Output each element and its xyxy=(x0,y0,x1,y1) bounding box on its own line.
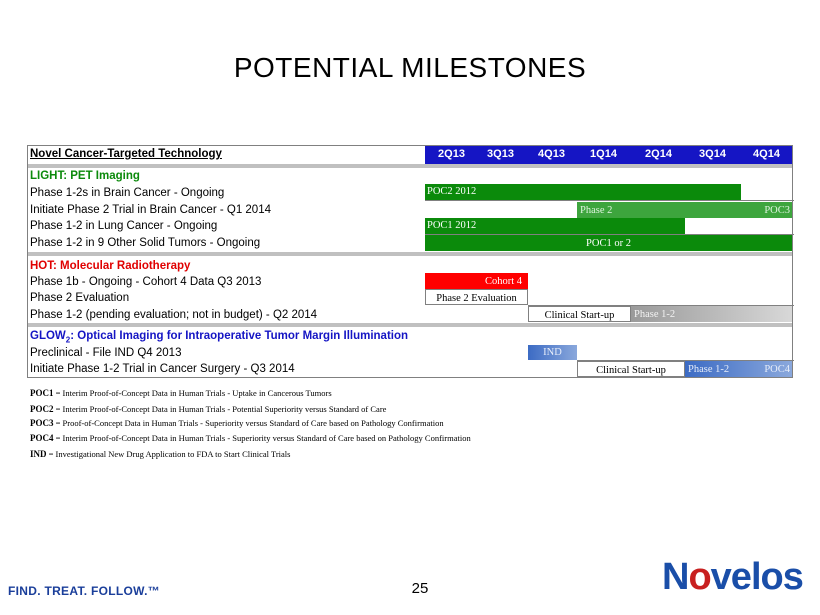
bar-poc1-or-2: POC1 or 2 xyxy=(425,235,792,251)
section-divider xyxy=(28,252,792,256)
table-header xyxy=(28,146,792,164)
row-label: Initiate Phase 2 Trial in Brain Cancer - Q1 2014 xyxy=(30,204,271,216)
quarter-header xyxy=(425,146,792,164)
bar-phase12-b-label: Phase 1-2 xyxy=(688,364,730,375)
bar-phase12-poc4 xyxy=(685,361,792,377)
header-label: Novel Cancer-Targeted Technology xyxy=(30,148,222,160)
row-label: Phase 1-2 (pending evaluation; not in budget) - Q2 2014 xyxy=(30,309,318,321)
legend-item xyxy=(30,418,444,428)
section-divider xyxy=(28,164,792,168)
logo-rest: velos xyxy=(710,556,803,598)
bar-phase12: Phase 1-2 xyxy=(631,306,792,322)
bar-phase2-evaluation: Phase 2 Evaluation xyxy=(425,289,528,305)
legend-text: = Investigational New Drug Application to FDA to Start Clinical Trials xyxy=(46,449,291,459)
legend-item xyxy=(30,388,332,398)
glow-title-rest: : Optical Imaging for Intraoperative Tumor Margin Illumination xyxy=(70,330,409,342)
legend-item xyxy=(30,404,386,414)
section-title-light: LIGHT: PET Imaging xyxy=(30,170,140,182)
legend-term: POC4 xyxy=(30,433,54,443)
bar-phase2 xyxy=(577,202,792,218)
section-title-hot: HOT: Molecular Radiotherapy xyxy=(30,260,191,272)
bar-phase2-label: Phase 2 xyxy=(580,205,613,216)
legend-text: = Proof-of-Concept Data in Human Trials - Superiority versus Standard of Care based on Pathology Confirmation xyxy=(53,418,444,428)
glow-title-sub: 2 xyxy=(65,335,71,345)
row-label: Phase 1-2 in 9 Other Solid Tumors - Ongoing xyxy=(30,237,261,249)
page-number: 25 xyxy=(411,580,429,597)
page-title: POTENTIAL MILESTONES xyxy=(233,52,587,83)
legend-item xyxy=(30,449,290,459)
bar-poc1-2012: POC1 2012 xyxy=(425,218,685,234)
legend-term: POC3 xyxy=(30,418,54,428)
company-logo xyxy=(662,556,803,599)
legend-term: IND xyxy=(30,449,47,459)
bar-cohort-4: Cohort 4 xyxy=(425,273,528,289)
row-label: Initiate Phase 1-2 Trial in Cancer Surgery - Q3 2014 xyxy=(30,363,295,375)
legend-term: POC1 xyxy=(30,388,54,398)
logo-o: o xyxy=(688,556,711,598)
legend-term: POC2 xyxy=(30,404,54,414)
row-label: Phase 1-2s in Brain Cancer - Ongoing xyxy=(30,187,225,199)
bar-poc3-label: POC3 xyxy=(764,205,790,216)
section-title-glow xyxy=(30,330,408,344)
legend-text: = Interim Proof-of-Concept Data in Human Trials - Potential Superiority versus Standard of Care xyxy=(53,404,387,414)
legend-text: = Interim Proof-of-Concept Data in Human Trials - Uptake in Cancerous Tumors xyxy=(53,388,332,398)
row-line xyxy=(425,200,794,201)
quarter-label: 3Q14 xyxy=(699,148,726,160)
bar-ind: IND xyxy=(528,345,577,360)
tagline: FIND. TREAT. FOLLOW.™ xyxy=(8,584,161,598)
row-label: Preclinical - File IND Q4 2013 xyxy=(30,347,182,359)
quarter-label: 2Q14 xyxy=(645,148,672,160)
bar-clinical-startup-2: Clinical Start-up xyxy=(577,361,685,377)
legend-item xyxy=(30,433,471,443)
logo-n: N xyxy=(662,556,689,598)
quarter-label: 4Q13 xyxy=(538,148,565,160)
glow-title-main: GLOW xyxy=(30,330,66,342)
bar-poc2-2012: POC2 2012 xyxy=(425,184,741,200)
legend-text: = Interim Proof-of-Concept Data in Human Trials - Superiority versus Standard of Care based on Pathology Confirmation xyxy=(53,433,471,443)
quarter-label: 4Q14 xyxy=(753,148,780,160)
bar-poc4-label: POC4 xyxy=(764,364,790,375)
quarter-label: 3Q13 xyxy=(487,148,514,160)
quarter-label: 2Q13 xyxy=(438,148,465,160)
bar-clinical-startup: Clinical Start-up xyxy=(528,306,631,322)
row-label: Phase 2 Evaluation xyxy=(30,292,130,304)
quarter-label: 1Q14 xyxy=(590,148,617,160)
milestones-table xyxy=(27,145,793,378)
row-label: Phase 1-2 in Lung Cancer - Ongoing xyxy=(30,220,218,232)
row-label: Phase 1b - Ongoing - Cohort 4 Data Q3 2013 xyxy=(30,276,262,288)
section-divider xyxy=(28,323,792,327)
